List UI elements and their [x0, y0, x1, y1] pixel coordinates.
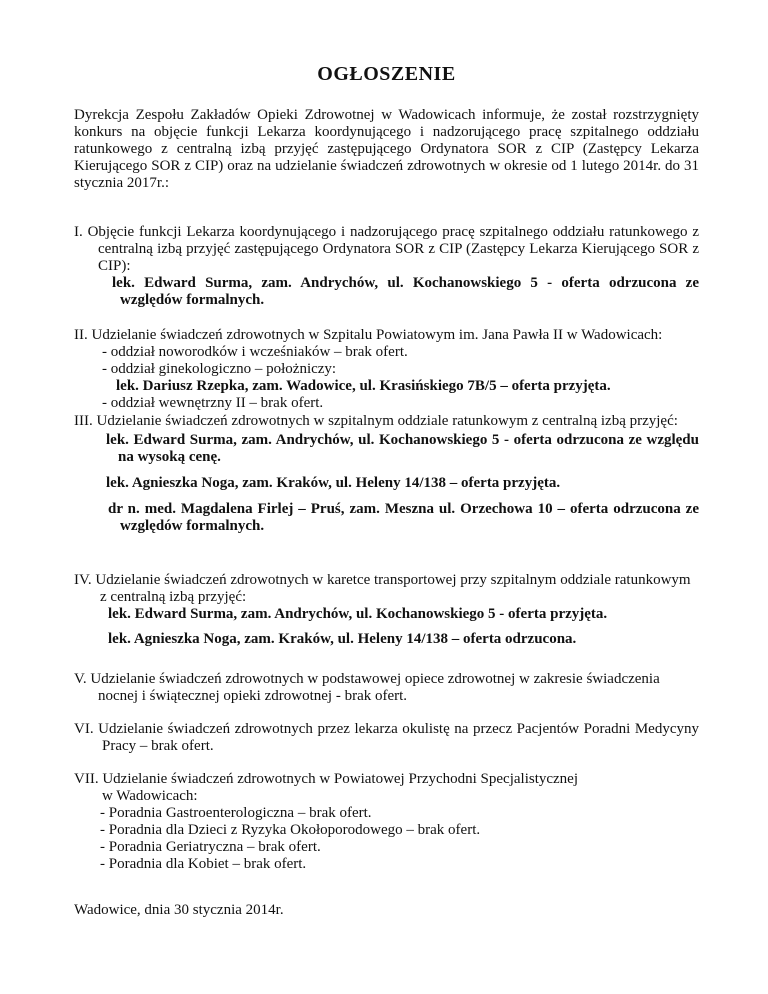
section-heading: V. Udzielanie świadczeń zdrowotnych w podstawowej opiece zdrowotnej w zakresie świadczenia nocnej i świątecznej opieki zdrowotnej - brak ofert.: [74, 671, 660, 704]
result-line: lek. Agnieszka Noga, zam. Kraków, ul. Heleny 14/138 – oferta przyjęta.: [106, 475, 561, 491]
result-line: lek. Edward Surma, zam. Andrychów, ul. Kochanowskiego 5 - oferta odrzucona ze względu na wysoką cenę.: [106, 432, 699, 465]
intro-paragraph: Dyrekcja Zespołu Zakładów Opieki Zdrowotnej w Wadowicach informuje, że został rozstrzygnięty konkurs na objęcie funkcji Lekarza koordynującego i nadzorującego pracę szpitalnego oddziału ratunkowego z centralną izbą przyjęć zastępującego Ordynatora SOR z CIP (Zastępcy Lekarza Kierującego SOR z CIP) oraz na udzielanie świadczeń zdrowotnych w okresie od 1 lutego 2014r. do 31 stycznia 2017r.:: [74, 107, 699, 191]
section-heading: II. Udzielanie świadczeń zdrowotnych w Szpitalu Powiatowym im. Jana Pawła II w Wadowicach:: [74, 327, 663, 343]
result-line: lek. Edward Surma, zam. Andrychów, ul. Kochanowskiego 5 - oferta przyjęta.: [108, 606, 608, 622]
list-item: - oddział wewnętrzny II – brak ofert.: [102, 395, 324, 411]
section-heading: IV. Udzielanie świadczeń zdrowotnych w karetce transportowej przy szpitalnym oddziale ratunkowym z centralną izbą przyjęć:: [74, 572, 691, 605]
section-6: [74, 721, 699, 755]
footer-date: Wadowice, dnia 30 stycznia 2014r.: [74, 902, 284, 918]
result-line: dr n. med. Magdalena Firlej – Pruś, zam. Meszna ul. Orzechowa 10 – oferta odrzucona ze względów formalnych.: [108, 501, 699, 534]
list-item: - Poradnia Geriatryczna – brak ofert.: [100, 839, 321, 855]
list-item: - Poradnia dla Dzieci z Ryzyka Okołoporodowego – brak ofert.: [100, 822, 481, 838]
page-title: OGŁOSZENIE: [317, 63, 456, 85]
list-item: - Poradnia Gastroenterologiczna – brak ofert.: [100, 805, 372, 821]
section-5: [74, 671, 699, 705]
section-7: [74, 771, 699, 873]
result-line: lek. Edward Surma, zam. Andrychów, ul. Kochanowskiego 5 - oferta odrzucona ze względów formalnych.: [112, 275, 699, 308]
section-2: [74, 327, 699, 412]
section-heading: III. Udzielanie świadczeń zdrowotnych w szpitalnym oddziale ratunkowym z centralną izbą przyjęć:: [74, 413, 678, 429]
section-4: [74, 572, 699, 648]
list-item: - Poradnia dla Kobiet – brak ofert.: [100, 856, 307, 872]
result-line: lek. Dariusz Rzepka, zam. Wadowice, ul. Krasińskiego 7B/5 – oferta przyjęta.: [116, 378, 611, 394]
section-heading: VI. Udzielanie świadczeń zdrowotnych przez lekarza okulistę na przecz Pacjentów Poradni Medycyny Pracy – brak ofert.: [74, 721, 699, 754]
result-line: lek. Agnieszka Noga, zam. Kraków, ul. Heleny 14/138 – oferta odrzucona.: [108, 631, 577, 647]
section-3: [74, 413, 699, 535]
section-1: [74, 224, 699, 309]
section-heading: I. Objęcie funkcji Lekarza koordynującego i nadzorującego pracę szpitalnego oddziału ratunkowego z centralną izbą przyjęć zastępującego Ordynatora SOR z CIP (Zastępcy Lekarza Kierującego SOR z CIP):: [74, 224, 699, 274]
section-heading: VII. Udzielanie świadczeń zdrowotnych w Powiatowej Przychodni Specjalistycznej w Wadowicach:: [74, 771, 579, 804]
list-item: - oddział ginekologiczno – położniczy:: [102, 361, 337, 377]
list-item: - oddział noworodków i wcześniaków – brak ofert.: [102, 344, 408, 360]
